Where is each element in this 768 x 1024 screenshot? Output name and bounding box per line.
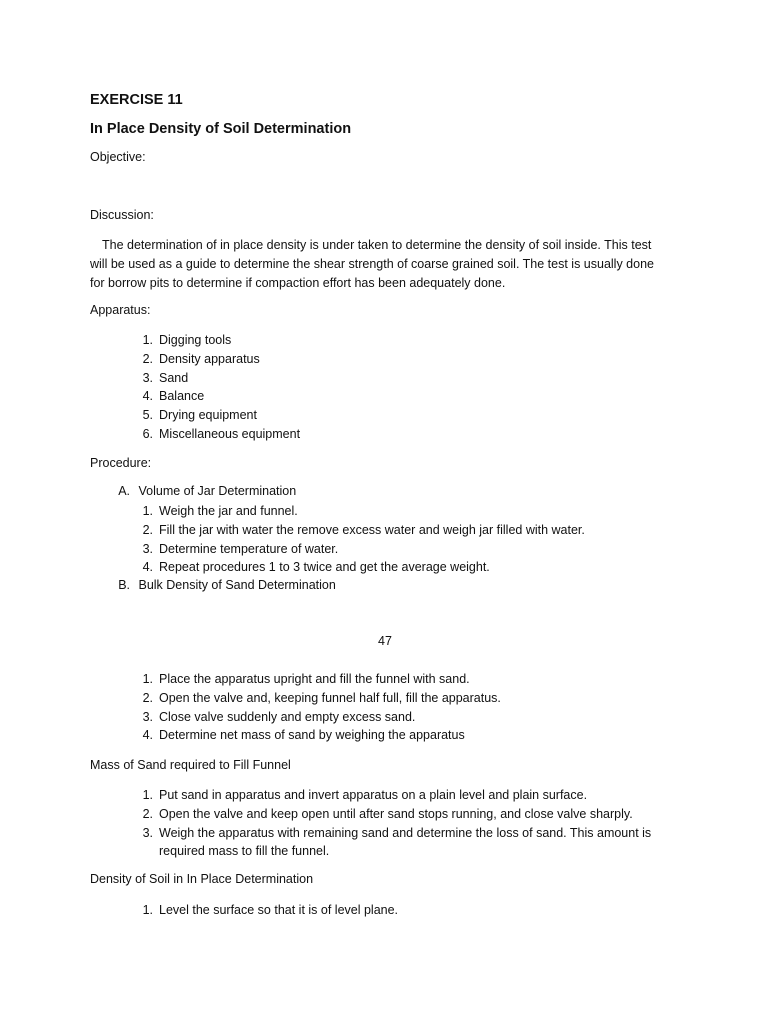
objective-label: Objective: xyxy=(90,150,146,164)
list-number: 2. xyxy=(142,351,153,366)
density-label: Density of Soil in In Place Determination xyxy=(90,872,314,886)
list-text: Repeat procedures 1 to 3 twice and get the average weight. xyxy=(159,560,490,575)
list-number: 1. xyxy=(142,504,153,518)
list-text: Fill the jar with water the remove excess water and weigh jar filled with water. xyxy=(159,522,585,537)
list-text: Sand xyxy=(159,370,189,385)
list-text: Level the surface so that it is of level plane. xyxy=(159,903,399,917)
list-text: Determine temperature of water. xyxy=(159,541,339,556)
list-number: 2. xyxy=(142,690,153,705)
list-text: Density apparatus xyxy=(159,351,260,366)
list-number: 4. xyxy=(142,389,153,404)
list-text: Put sand in apparatus and invert apparatus on a plain level and plain surface. xyxy=(159,788,588,802)
list-number: 4. xyxy=(142,728,153,743)
mass-label: Mass of Sand required to Fill Funnel xyxy=(90,758,291,772)
list-number: 6. xyxy=(142,426,153,441)
procedure-a-title: Volume of Jar Determination xyxy=(138,484,297,498)
list-text: Open the valve and, keeping funnel half full, fill the apparatus. xyxy=(159,690,501,705)
list-number: 2. xyxy=(142,806,153,821)
apparatus-label: Apparatus: xyxy=(90,303,151,317)
mass-step xyxy=(135,786,655,805)
list-number: 3. xyxy=(142,370,153,385)
list-number: 2. xyxy=(142,522,153,537)
list-number: 4. xyxy=(142,560,153,575)
procedure-b-letter: B. xyxy=(118,578,130,592)
list-number: 3. xyxy=(142,541,153,556)
mass-list xyxy=(135,786,655,861)
list-text: Weigh the apparatus with remaining sand and determine the loss of sand. This amount is required mass to fill the funnel. xyxy=(159,825,652,859)
list-number: 1. xyxy=(142,672,153,686)
discussion-paragraph: The determination of in place density is under taken to determine the density of soil inside. This test will be used as a guide to determine the shear strength of coarse grained soil. The test is usually done for borrow pits to determine if compaction effort has been adequately done. xyxy=(90,238,654,290)
procedure-b-heading xyxy=(110,578,336,592)
exercise-title: EXERCISE 11 xyxy=(90,92,183,108)
exercise-subtitle: In Place Density of Soil Determination xyxy=(90,121,352,137)
list-number: 1. xyxy=(142,903,153,917)
list-number: 1. xyxy=(142,333,153,347)
list-text: Miscellaneous equipment xyxy=(159,426,301,441)
list-text: Open the valve and keep open until after sand stops running, and close valve sharply. xyxy=(159,806,633,821)
procedure-label: Procedure: xyxy=(90,456,152,470)
mass-step xyxy=(135,805,655,824)
list-number: 3. xyxy=(142,709,153,724)
list-text: Place the apparatus upright and fill the funnel with sand. xyxy=(159,672,470,686)
list-text: Digging tools xyxy=(159,333,232,347)
procedure-b-title: Bulk Density of Sand Determination xyxy=(138,578,336,592)
list-number: 5. xyxy=(142,408,153,423)
page-number: 47 xyxy=(378,634,392,648)
procedure-a-letter: A. xyxy=(118,484,130,498)
list-number: 1. xyxy=(142,788,153,802)
list-text: Close valve suddenly and empty excess sand. xyxy=(159,709,416,724)
mass-step xyxy=(135,824,655,862)
list-text: Weigh the jar and funnel. xyxy=(159,504,298,518)
list-text: Determine net mass of sand by weighing the apparatus xyxy=(159,728,465,743)
procedure-a-heading xyxy=(110,484,296,498)
list-number: 3. xyxy=(142,825,153,840)
list-text: Drying equipment xyxy=(159,408,257,423)
discussion-label: Discussion: xyxy=(90,208,154,222)
list-text: Balance xyxy=(159,389,205,404)
